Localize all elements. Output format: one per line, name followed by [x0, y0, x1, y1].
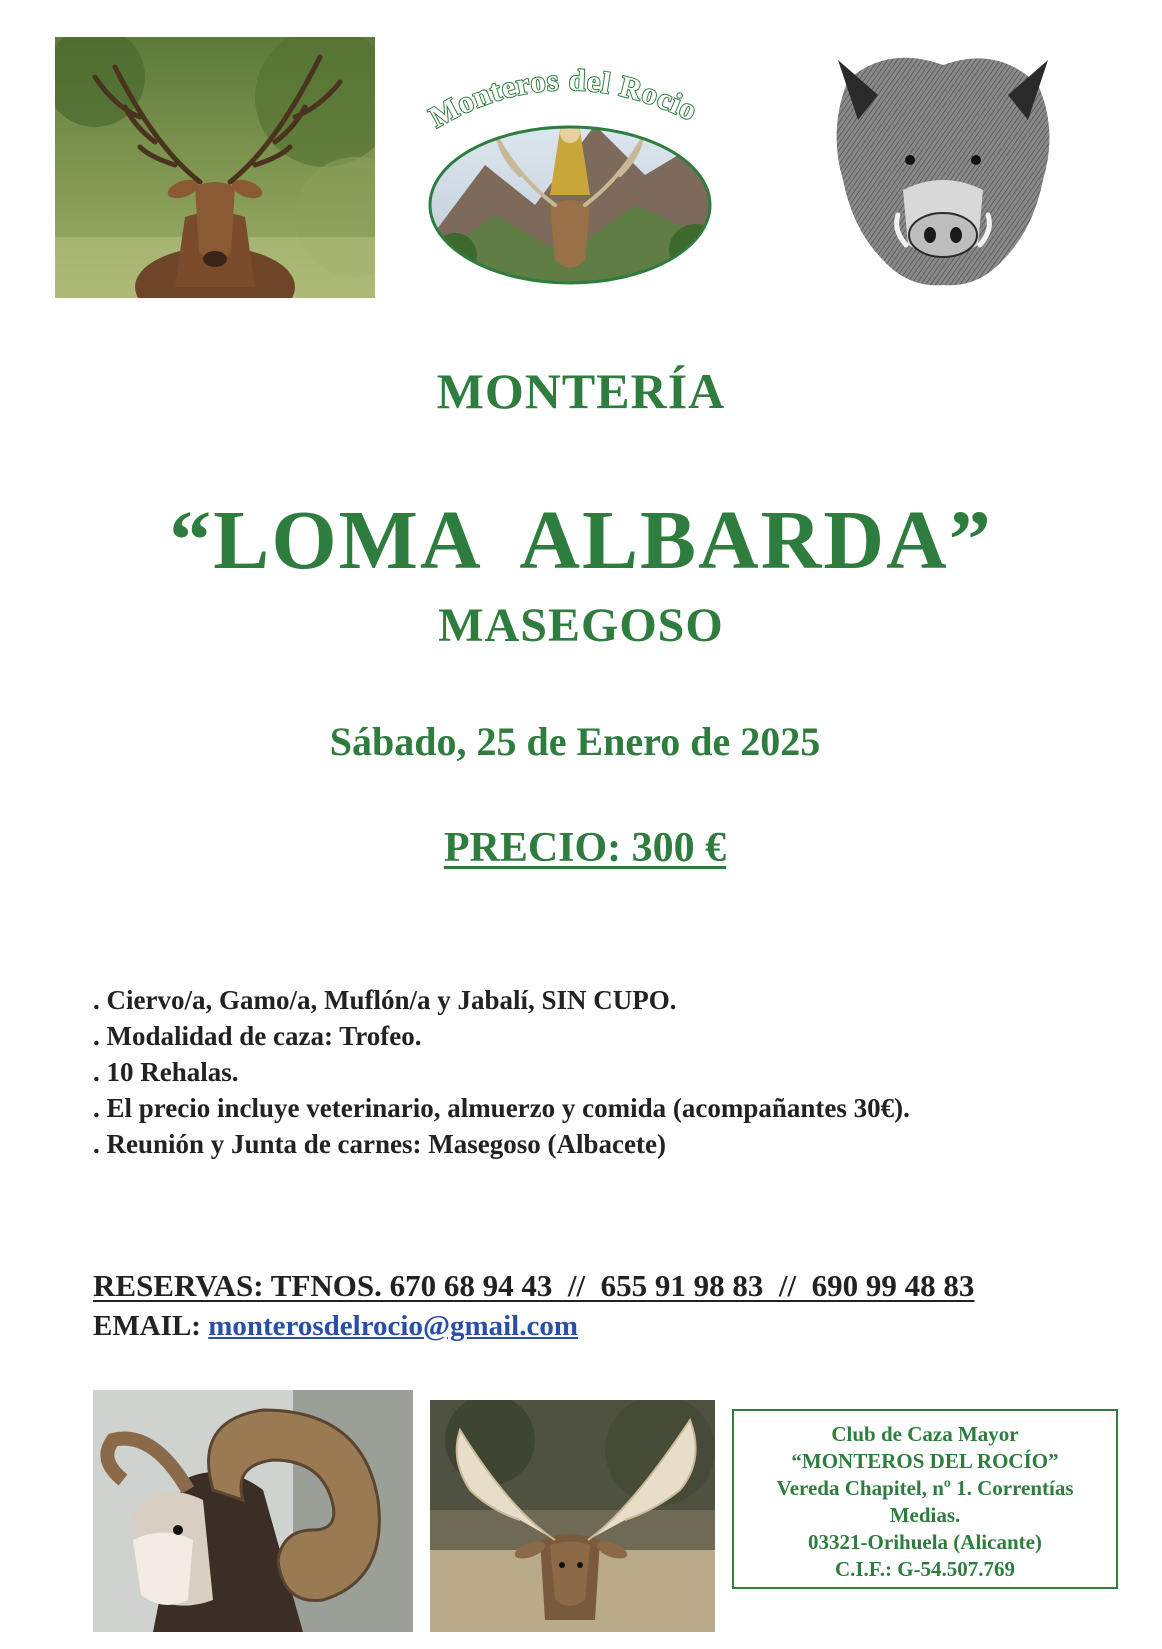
club-info-box [732, 1409, 1118, 1589]
event-place-heading: MASEGOSO [438, 599, 724, 652]
event-date: Sábado, 25 de Enero de 2025 [329, 719, 821, 764]
detail-item: . Ciervo/a, Gamo/a, Muflón/a y Jabalí, SIN CUPO. [93, 985, 677, 1015]
svg-text:Monteros del Rocio [424, 64, 703, 134]
reservations-phones: RESERVAS: TFNOS. 670 68 94 43 // 655 91 98 83 // 690 99 48 83 [93, 1268, 975, 1303]
event-name-heading: “LOMA ALBARDA” [169, 494, 993, 587]
red-deer-photo [55, 37, 375, 298]
club-line: 03321-Orihuela (Alicante) [808, 1530, 1042, 1554]
detail-item: . Modalidad de caza: Trofeo. [93, 1021, 422, 1051]
detail-item: . El precio incluye veterinario, almuerzo y comida (acompañantes 30€). [93, 1093, 910, 1123]
details-list [93, 982, 910, 1162]
club-line: Vereda Chapitel, nº 1. Correntías [776, 1476, 1074, 1500]
event-type-heading: MONTERÍA [436, 363, 726, 419]
mouflon-photo [93, 1390, 413, 1632]
email-link[interactable]: monterosdelrocio@gmail.com [208, 1310, 579, 1342]
club-logo [395, 55, 740, 287]
logo-text: Monteros del Rocio [423, 63, 703, 135]
detail-item: . 10 Rehalas. [93, 1057, 239, 1087]
club-line: Club de Caza Mayor [831, 1422, 1019, 1446]
fallow-deer-photo [430, 1400, 715, 1632]
event-price [0, 824, 1162, 872]
club-line: C.I.F.: G-54.507.769 [834, 1557, 1016, 1581]
event-price-text: PRECIO: 300 € [443, 825, 727, 871]
club-line: “MONTEROS DEL ROCÍO” [791, 1449, 1059, 1473]
detail-item: . Reunión y Junta de carnes: Masegoso (Albacete) [93, 1129, 666, 1159]
email-label: EMAIL: [93, 1310, 209, 1342]
club-line: Medias. [889, 1503, 961, 1527]
wild-boar-sketch [828, 40, 1058, 290]
email-line [93, 1310, 578, 1343]
